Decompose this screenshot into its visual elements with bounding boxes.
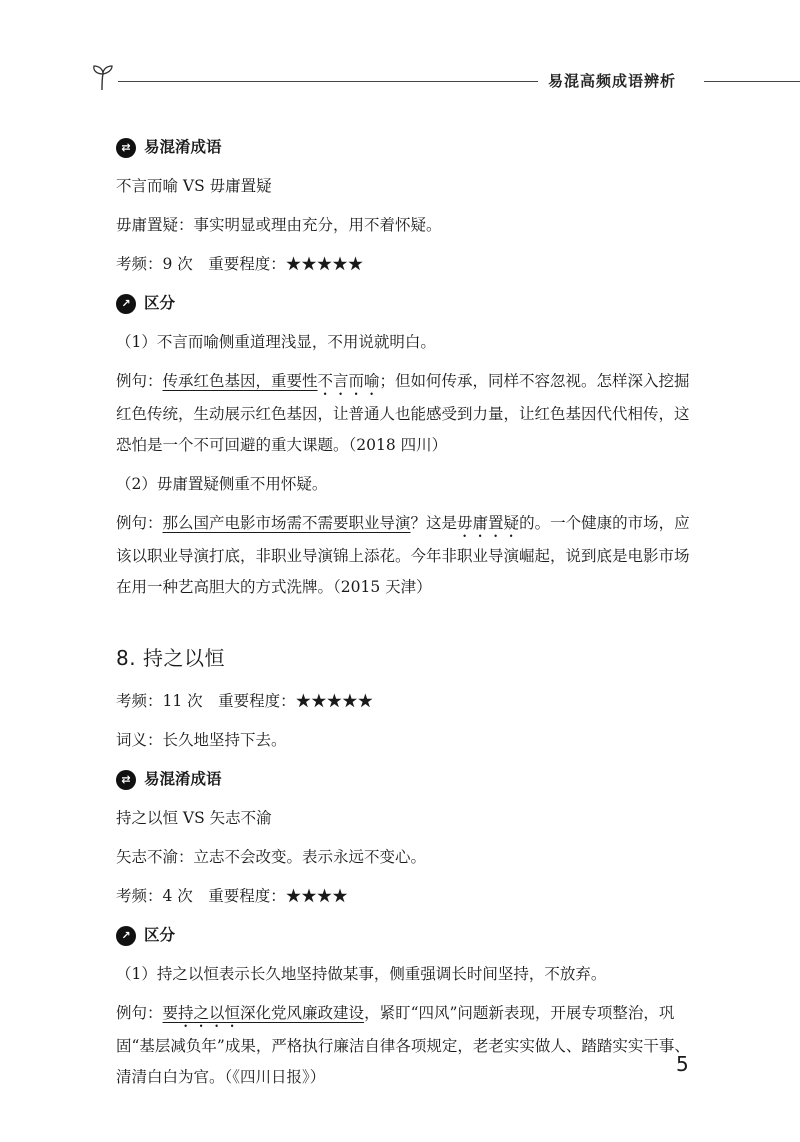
frequency-line: 考频：9 次 重要程度：★★★★★ <box>116 255 364 273</box>
confusable-idioms-heading <box>116 132 700 163</box>
distinguish-item-1: （1）不言而喻侧重道理浅显，不用说就明白。 <box>116 333 436 351</box>
header-title: 易混高频成语辨析 <box>548 72 677 90</box>
underlined-post: 深化党风廉政建设 <box>240 1004 365 1022</box>
header-rule-left <box>118 81 538 82</box>
emphasized-idiom: 持之以恒 <box>178 1004 241 1022</box>
header-rule-right <box>704 81 800 82</box>
confuse-heading-label: 易混淆成语 <box>144 770 222 788</box>
confusable-idioms-heading <box>116 764 700 795</box>
distinguish-heading-label: 区分 <box>144 294 176 312</box>
confuse-icon: ⇄ <box>116 138 136 158</box>
page-header <box>0 62 800 102</box>
example-sentence-1 <box>116 366 700 461</box>
idiom-pair: 持之以恒 VS 矢志不渝 <box>116 809 272 827</box>
idiom-definition: 毋庸置疑：事实明显或理由充分，用不着怀疑。 <box>116 216 442 234</box>
underlined-pre: 要 <box>162 1004 179 1022</box>
frequency-line: 考频：11 次 重要程度：★★★★★ <box>116 692 374 710</box>
example-rest: ；但如何传承，同样不容忽视。怎样深入挖掘红色传统，生动展示红色基因，让普通人也能感受到力量，让红色基因代代相传，这恐怕是一个不可回避的重大课题。（2018 四川） <box>116 372 690 454</box>
emphasized-idiom: 毋庸置疑 <box>457 514 520 532</box>
example-rest: 的。一个健康的市场，应该以职业导演打底，非职业导演锦上添花。今年非职业导演崛起，说到底是电影市场在用一种艺高胆大的方式洗牌。（2015 天津） <box>116 514 690 596</box>
example-label: 例句： <box>116 1004 163 1022</box>
distinguish-heading-label: 区分 <box>144 926 176 944</box>
example-mid: ？这是 <box>410 514 458 532</box>
example-label: 例句： <box>116 372 163 390</box>
example-sentence-2 <box>116 508 700 603</box>
distinguish-icon: ↗ <box>116 294 136 314</box>
distinguish-item-1: （1）持之以恒表示长久地坚持做某事，侧重强调长时间坚持，不放弃。 <box>116 965 607 983</box>
page-content <box>94 132 700 1101</box>
distinguish-heading <box>116 288 700 319</box>
section-title: 8. 持之以恒 <box>116 646 225 670</box>
underlined-phrase <box>163 1004 365 1022</box>
underlined-phrase: 那么国产电影市场需不需要职业导演 <box>162 514 411 532</box>
distinguish-item-2: （2）毋庸置疑侧重不用怀疑。 <box>116 475 328 493</box>
distinguish-heading <box>116 920 700 951</box>
confuse-heading-label: 易混淆成语 <box>144 138 222 156</box>
page-number: 5 <box>676 1052 689 1076</box>
sprout-icon <box>90 62 118 92</box>
example-label: 例句： <box>116 514 163 532</box>
distinguish-icon: ↗ <box>116 926 136 946</box>
underlined-phrase: 传承红色基因，重要性 <box>162 372 318 390</box>
example-sentence-1 <box>116 998 700 1093</box>
idiom-pair: 不言而喻 VS 毋庸置疑 <box>116 177 272 195</box>
emphasized-idiom: 不言而喻 <box>317 372 380 390</box>
idiom-meaning: 词义：长久地坚持下去。 <box>116 731 287 749</box>
idiom-definition: 矢志不渝：立志不会改变。表示永远不变心。 <box>116 848 427 866</box>
frequency-line: 考频：4 次 重要程度：★★★★ <box>116 887 348 905</box>
confuse-icon: ⇄ <box>116 770 136 790</box>
example-rest: ，紧盯“四风”问题新表现，开展专项整治，巩固“基层减负年”成果，严格执行廉洁自律各项规定，老老实实做人、踏踏实实干事、清清白白为官。（《四川日报》） <box>116 1004 690 1086</box>
